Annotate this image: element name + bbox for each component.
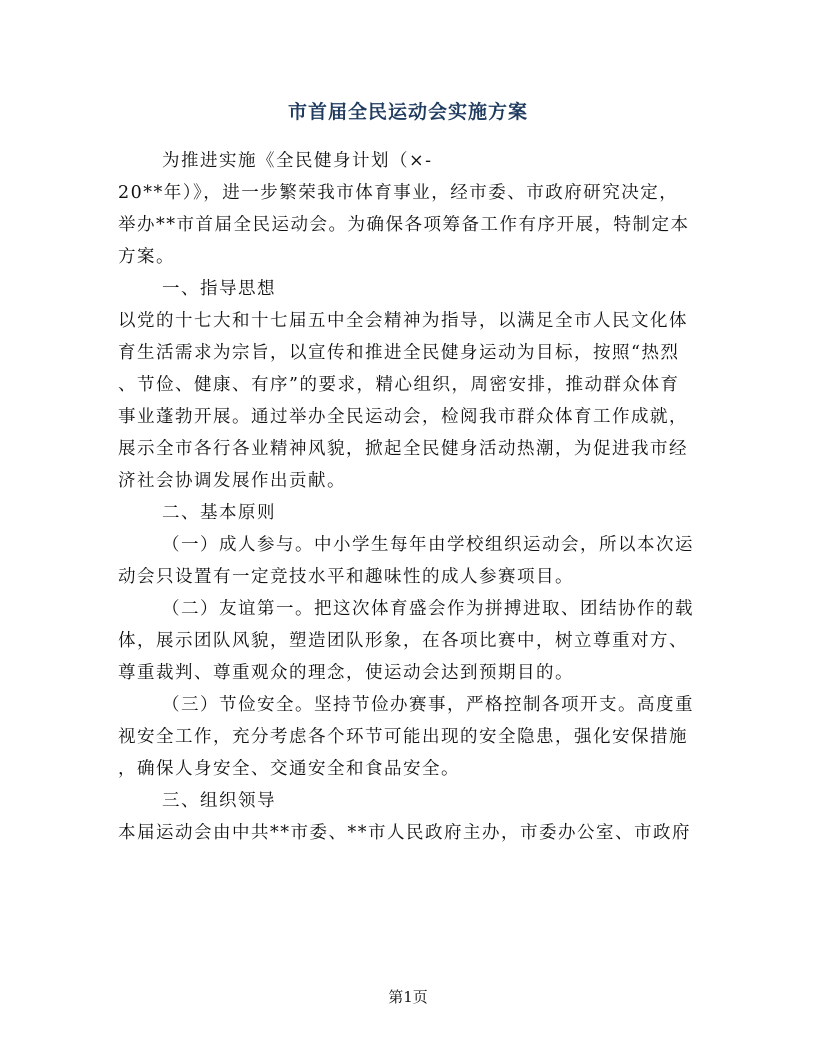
document-body (118, 145, 694, 849)
section-1-line: 展示全市各行各业精神风貌，掀起全民健身活动热潮，为促进我市经 (118, 439, 688, 459)
section-3-line: 本届运动会由中共**市委、**市人民政府主办，市委办公室、市政府 (118, 823, 691, 843)
page-number: 第1页 (388, 988, 428, 1006)
principle-item-1: （一）成人参与。中小学生每年由学校组织运动会，所以本次运 动会只设置有一定竞技水平和趣味性的成人参赛项目。 (118, 535, 694, 587)
intro-line-4: 方案。 (118, 247, 175, 267)
section-heading-basic-principles: 二、基本原则 (162, 503, 276, 523)
section-1-line: 、节俭、健康、有序”的要求，精心组织，周密安排，推动群众体育 (118, 375, 680, 395)
intro-paragraph (118, 145, 688, 273)
section-1-line: 育生活需求为宗旨，以宣传和推进全民健身运动为目标，按照“热烈 (118, 343, 680, 363)
section-3-paragraph (118, 817, 691, 849)
section-1-line: 以党的十七大和十七届五中全会精神为指导，以满足全市人民文化体 (118, 311, 688, 331)
section-1-paragraph (118, 305, 688, 497)
document-title: 市首届全民运动会实施方案 (287, 101, 528, 123)
intro-line-3: 举办**市首届全民运动会。为确保各项筹备工作有序开展，特制定本 (118, 215, 690, 235)
section-heading-organization: 三、组织领导 (162, 791, 276, 811)
section-heading-guiding-ideology: 一、指导思想 (162, 279, 276, 299)
intro-line-1: 为推进实施《全民健身计划（×- (162, 151, 433, 171)
principle-item-2: （二）友谊第一。把这次体育盛会作为拼搏进取、团结协作的载 体，展示团队风貌，塑造团队形象，在各项比赛中，树立尊重对方、 尊重裁判、尊重观众的理念，使运动会达到预期目的。 (118, 599, 694, 683)
section-1-line: 事业蓬勃开展。通过举办全民运动会，检阅我市群众体育工作成就， (118, 407, 688, 427)
section-1-line: 济社会协调发展作出贡献。 (118, 471, 346, 491)
principle-item-3: （三）节俭安全。坚持节俭办赛事，严格控制各项开支。高度重 视安全工作，充分考虑各个环节可能出现的安全隐患，强化安保措施 ，确保人身安全、交通安全和食品安全。 (118, 695, 694, 779)
intro-line-2: 20**年）》，进一步繁荣我市体育事业，经市委、市政府研究决定， (118, 183, 679, 203)
